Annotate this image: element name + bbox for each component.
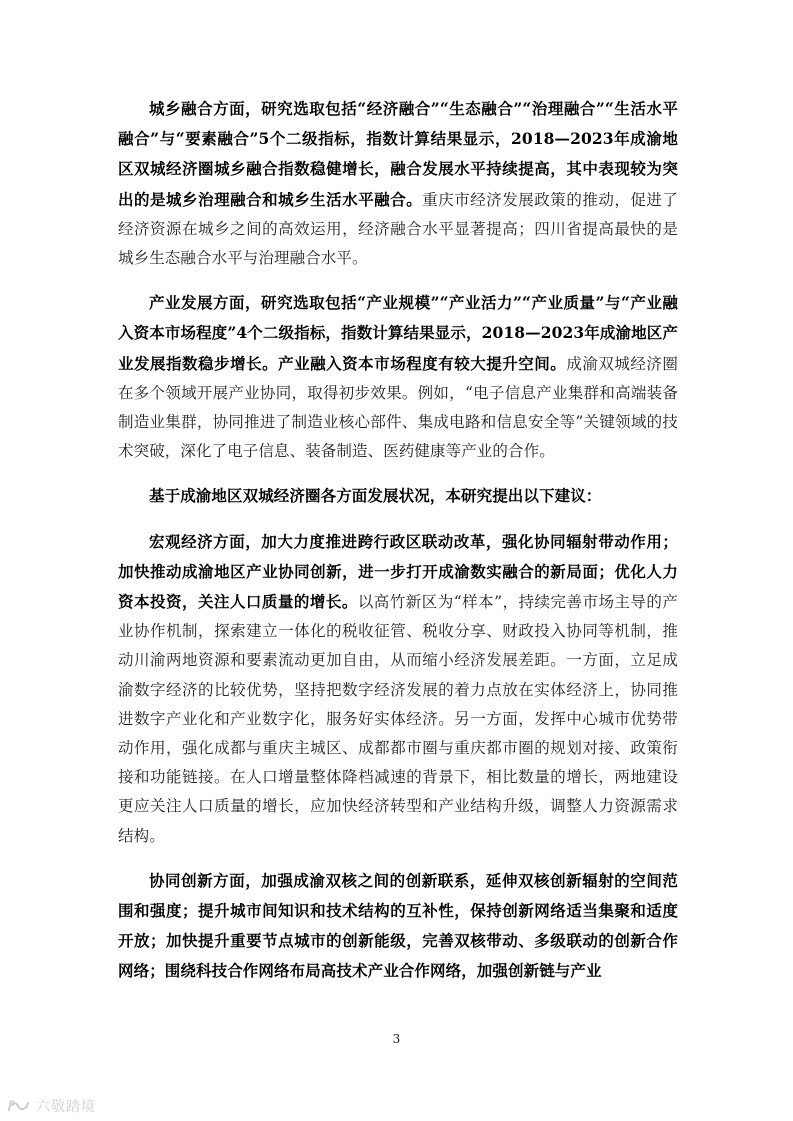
paragraph-bold-text: 城乡融合方面，研究选取包括“经济融合”“生态融合”“治理融合”“生活水平融合”与“要素融合”5个二级指标，指数计算结果显示，2018—2023年成渝地区双城经济圈城乡融合指数稳健增长，融合发展水平持续提高，其中表现较为突出的是城乡治理融合和城乡生活水平融合。 [118, 99, 678, 209]
paragraph-normal-text: 以高竹新区为“样本”，持续完善市场主导的产业协作机制，探索建立一体化的税收征管、税收分享、财政投入协同等机制，推动川渝两地资源和要素流动更加自由，从而缩小经济发展差距。一方面，立足成渝数字经济的比较优势，坚持把数字经济发展的着力点放在实体经济上，协同推进数字产业化和产业数字化，服务好实体经济。另一方面，发挥中心城市优势带动作用，强化成都与重庆主城区、成都都市圈与重庆都市圈的规划对接、政策衔接和功能链接。在人口增量整体降档减速的背景下，相比数量的增长，两地建设更应关注人口质量的增长，应加快经济转型和产业结构升级，调整人力资源需求结构。 [118, 593, 678, 845]
watermark-logo-icon [6, 1098, 32, 1114]
page-number: 3 [392, 1032, 401, 1046]
paragraph-macro-economy [118, 527, 678, 851]
paragraph-urban-rural [118, 94, 678, 273]
document-body [118, 94, 678, 1002]
paragraph-industry [118, 288, 678, 466]
paragraph-suggestions-intro [118, 481, 678, 511]
paragraph-innovation [118, 866, 678, 987]
paragraph-normal-text: 重庆市经济发展政策的推动，促进了经济资源在城乡之间的高效运用，经济融合水平显著提高；四川省提高最快的是城乡生态融合水平与治理融合水平。 [118, 190, 678, 268]
paragraph-normal-text: 成渝双城经济圈在多个领域开展产业协同，取得初步效果。例如，“电子信息产业集群和高端装备制造业集群，协同推进了制造业核心部件、集成电路和信息安全等”关键领域的技术突破，深化了电子信息、装备制造、医药健康等产业的合作。 [118, 354, 678, 461]
paragraph-bold-text: 协同创新方面，加强成渝双核之间的创新联系，延伸双核创新辐射的空间范围和强度；提升城市间知识和技术结构的互补性，保持创新网络适当集聚和适度开放；加快提升重要节点城市的创新能级，完善双核带动、多级联动的创新合作网络；围绕科技合作网络布局高技术产业合作网络，加强创新链与产业 [118, 870, 678, 981]
watermark-text: 六敬踏境 [36, 1099, 96, 1115]
paragraph-bold-text: 宏观经济方面，加大力度推进跨行政区联动改革，强化协同辐射带动作用；加快推动成渝地区产业协同创新，进一步打开成渝数实融合的新局面；优化人力资本投资，关注人口质量的增长。 [118, 531, 678, 612]
paragraph-bold-text: 基于成渝地区双城经济圈各方面发展状况，本研究提出以下建议： [149, 486, 602, 506]
watermark [6, 1096, 96, 1116]
paragraph-bold-text: 产业发展方面，研究选取包括“产业规模”“产业活力”“产业质量”与“产业融入资本市场程度”4个二级指标，指数计算结果显示，2018—2023年成渝地区产业发展指数稳步增长。产业融入资本市场程度有较大提升空间。 [118, 293, 678, 373]
